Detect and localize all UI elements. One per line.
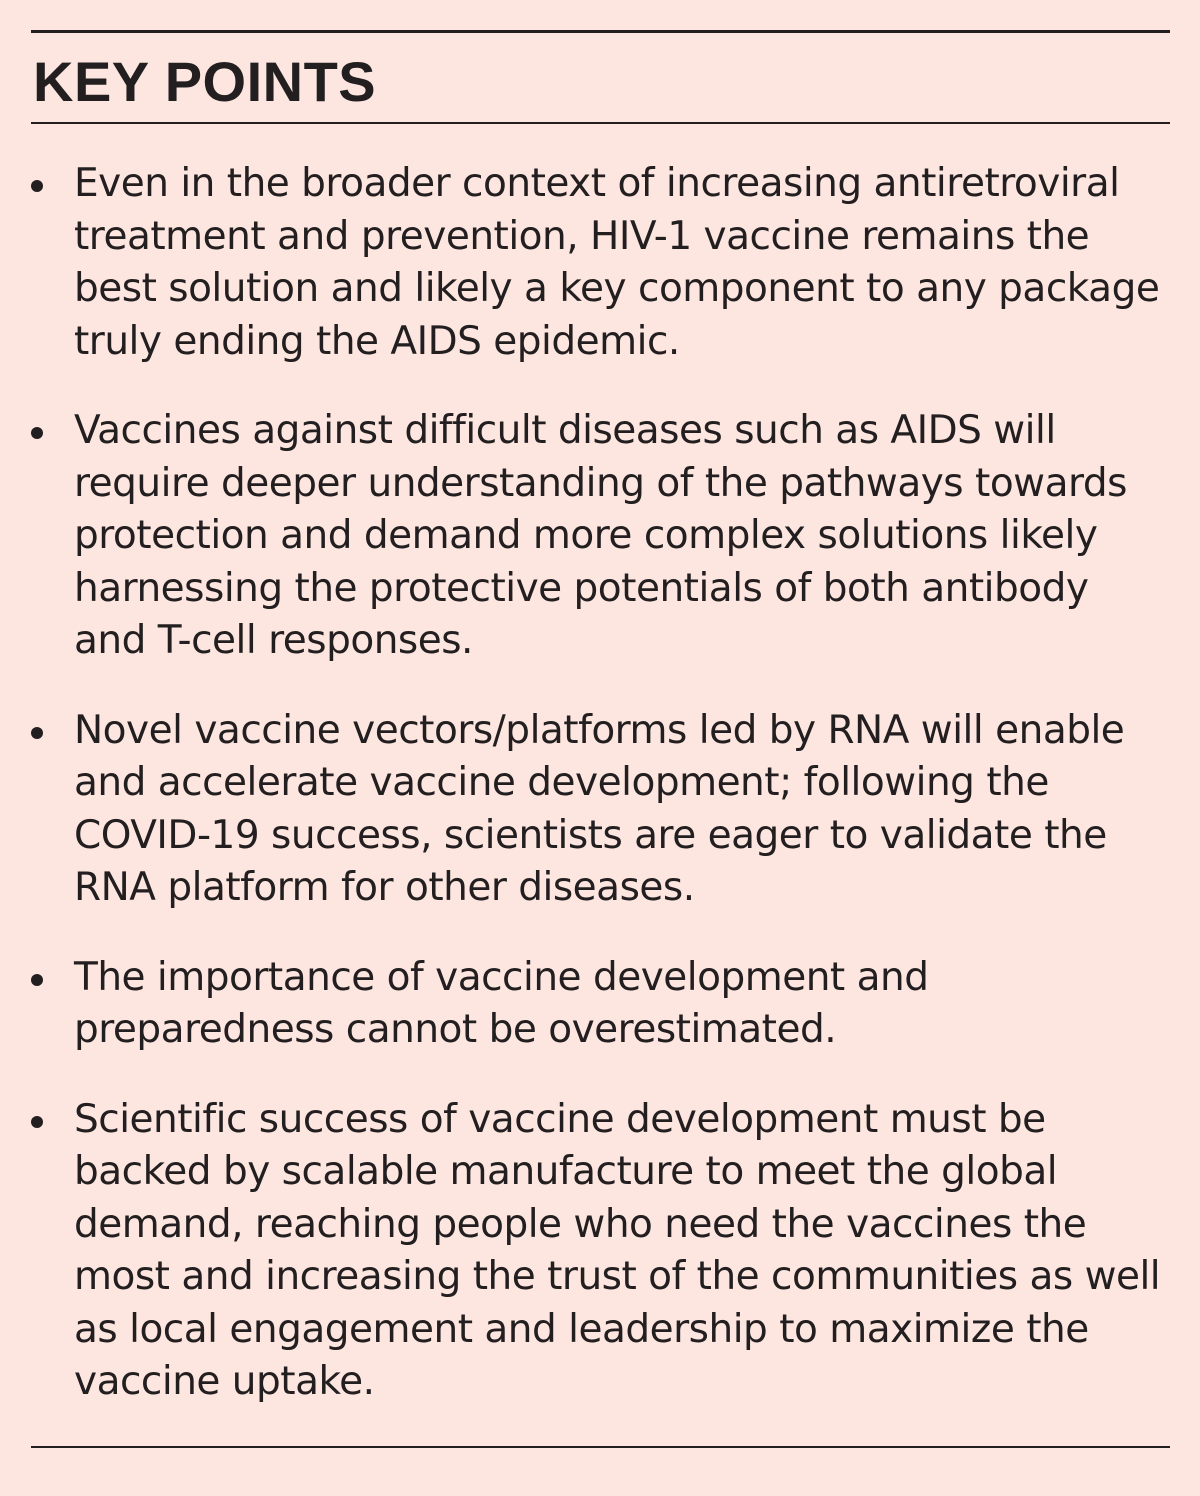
title-rule bbox=[31, 122, 1170, 124]
key-point bbox=[31, 705, 1170, 915]
key-point-text: Vaccines against difficult diseases such as AIDS will require deeper understanding of the pathways towards protection and demand more complex solutions likely harnessing the protective potentials of both antibody and T-cell responses. bbox=[74, 408, 1127, 663]
bullet-icon bbox=[31, 974, 43, 986]
key-point-text: Scientific success of vaccine development must be backed by scalable manufacture to meet the global demand, reaching people who need the vaccines the most and increasing the trust of the communities as well as local engagement and leadership to maximize the vaccine uptake. bbox=[74, 1096, 1161, 1404]
bullet-icon bbox=[31, 1116, 43, 1128]
bullet-icon bbox=[31, 727, 43, 739]
key-point bbox=[31, 158, 1170, 368]
key-point bbox=[31, 405, 1170, 668]
key-point-text: Even in the broader context of increasing antiretroviral treatment and prevention, HIV-1 vaccine remains the best solution and likely a key component to any package truly ending the AIDS epidemic. bbox=[74, 161, 1160, 364]
key-point-text: The importance of vaccine development and preparedness cannot be overestimated. bbox=[74, 954, 929, 1052]
key-points-list bbox=[31, 158, 1170, 1446]
top-rule bbox=[31, 30, 1170, 33]
key-point bbox=[31, 952, 1170, 1057]
key-point bbox=[31, 1094, 1170, 1409]
bottom-rule bbox=[31, 1446, 1170, 1448]
key-points-title: KEY POINTS bbox=[33, 50, 377, 113]
bullet-icon bbox=[31, 427, 43, 439]
bullet-icon bbox=[31, 180, 43, 192]
key-point-text: Novel vaccine vectors/platforms led by RNA will enable and accelerate vaccine development; following the COVID-19 success, scientists are eager to validate the RNA platform for other diseases. bbox=[74, 707, 1125, 910]
